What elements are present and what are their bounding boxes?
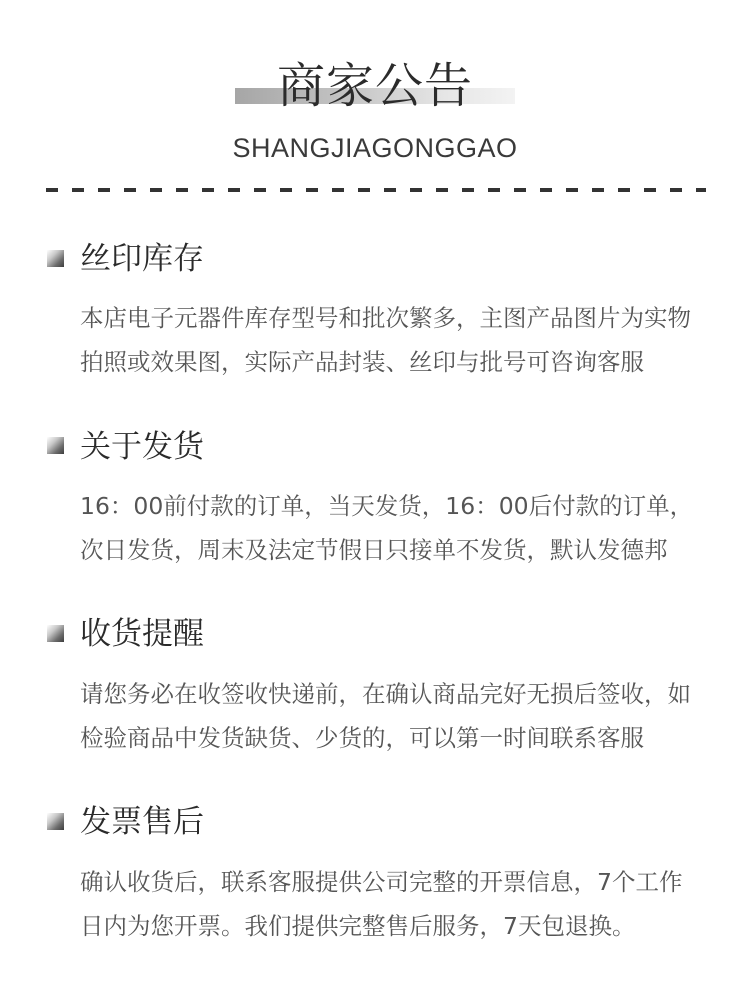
section-body [80,296,710,384]
section-title: 丝印库存 [80,241,204,277]
section-line: 16：00前付款的订单，当天发货，16：00后付款的订单， [80,492,694,520]
section-line: 拍照或效果图，实际产品封装、丝印与批号可咨询客服 [80,348,644,376]
page-title: 商家公告 [276,58,473,114]
page-subtitle: SHANGJIAGONGGAO [232,133,518,163]
section-line: 检验商品中发货缺货、少货的，可以第一时间联系客服 [80,724,644,752]
section-title: 收货提醒 [80,616,204,652]
section-line: 确认收货后，联系客服提供公司完整的开票信息，7个工作 [80,868,683,896]
section-line: 本店电子元器件库存型号和批次繁多，主图产品图片为实物 [80,304,691,332]
announcement-header [0,0,750,200]
section-body [80,484,710,572]
section-line: 请您务必在收签收快递前，在确认商品完好无损后签收，如 [80,680,691,708]
section-title: 关于发货 [80,429,204,465]
dashed-divider [46,188,706,192]
section-title: 发票售后 [80,804,204,840]
section-line: 次日发货，周末及法定节假日只接单不发货，默认发德邦 [80,536,668,564]
square-bullet-icon [47,625,64,642]
section-body [80,672,710,760]
section-body [80,860,710,948]
square-bullet-icon [47,813,64,830]
square-bullet-icon [47,437,64,454]
square-bullet-icon [47,250,64,267]
section-line: 日内为您开票。我们提供完整售后服务，7天包退换。 [80,912,636,940]
